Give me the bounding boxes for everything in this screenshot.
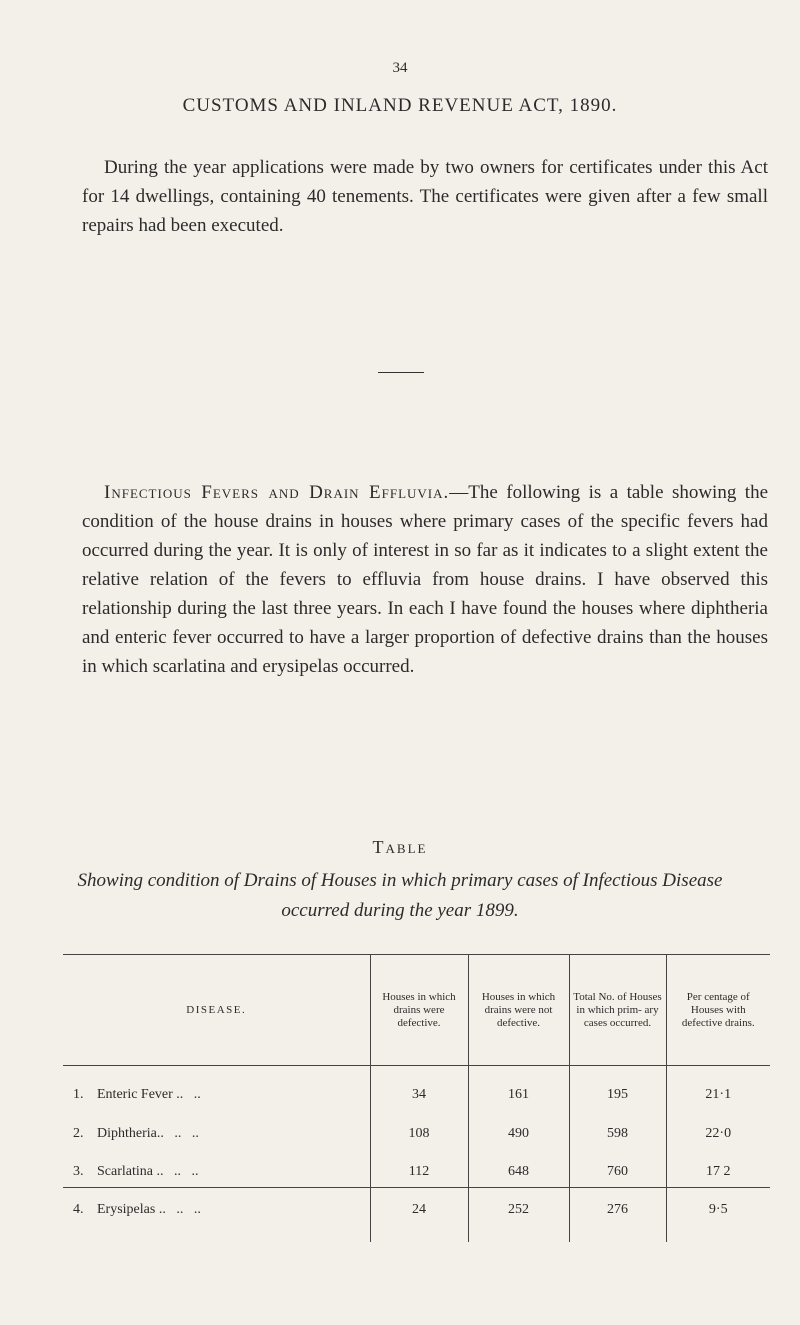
page-heading: CUSTOMS AND INLAND REVENUE ACT, 1890. (182, 95, 618, 116)
percentage-cell: 22·0 (666, 1115, 770, 1153)
percentage-cell: 17 2 (666, 1153, 770, 1191)
table-row (63, 1115, 770, 1153)
drains-table (63, 955, 770, 1242)
not-defective-cell: 252 (468, 1191, 569, 1242)
total-cell: 195 (569, 1066, 666, 1116)
defective-cell: 24 (370, 1191, 468, 1242)
defective-cell: 34 (370, 1066, 468, 1116)
column-header-defective: Houses in which drains were defective. (370, 955, 468, 1066)
section-divider (378, 372, 424, 373)
disease-cell: 1. Enteric Fever .. .. (73, 1087, 201, 1102)
total-cell: 276 (569, 1191, 666, 1242)
section-title: Infectious Fevers and Drain Effluvia. (104, 482, 450, 503)
table-row (63, 1191, 770, 1242)
page-number: 34 (392, 60, 408, 76)
column-header-not-defective: Houses in which drains were not defective. (468, 955, 569, 1066)
column-header-percentage: Per centage of Houses with defective drains. (666, 955, 770, 1066)
total-cell: 760 (569, 1153, 666, 1191)
table-row (63, 1153, 770, 1191)
not-defective-cell: 490 (468, 1115, 569, 1153)
total-cell: 598 (569, 1115, 666, 1153)
defective-cell: 112 (370, 1153, 468, 1191)
percentage-cell: 9·5 (666, 1191, 770, 1242)
section-text: —The following is a table showing the condition of the house drains in houses where primary cases of the specific fevers had occurred during the year. It is only of interest in so far as it indicates to a slight extent the relative relation of the fevers to effluvia from house drains. I have observed this relationship during the last three years. In each I have found the houses where diphtheria and enteric fever occurred to have a larger proportion of defective drains than the houses in which scarlatina and erysipelas occurred. (82, 482, 768, 677)
column-header-total: Total No. of Houses in which prim- ary cases occurred. (569, 955, 666, 1066)
percentage-cell: 21·1 (666, 1066, 770, 1116)
paragraph-infectious-fevers (82, 478, 768, 681)
not-defective-cell: 648 (468, 1153, 569, 1191)
table-caption: Showing condition of Drains of Houses in which primary cases of Infectious Disease occurred during the year 1899. (77, 870, 723, 921)
defective-cell: 108 (370, 1115, 468, 1153)
column-header-disease: DISEASE. (63, 955, 370, 1066)
table-header-row (63, 955, 770, 1066)
table-bottom-rule (63, 1187, 770, 1188)
paragraph-certificates: During the year applications were made by two owners for certificates under this Act for 14 dwellings, containing 40 tenements. The certificates were given after a few small repairs had been executed. (82, 157, 768, 236)
disease-cell: 2. Diphtheria.. .. .. (73, 1126, 199, 1141)
table-heading: Table (372, 837, 428, 857)
not-defective-cell: 161 (468, 1066, 569, 1116)
table-row (63, 1066, 770, 1116)
disease-cell: 3. Scarlatina .. .. .. (73, 1164, 199, 1179)
disease-cell: 4. Erysipelas .. .. .. (73, 1202, 201, 1217)
